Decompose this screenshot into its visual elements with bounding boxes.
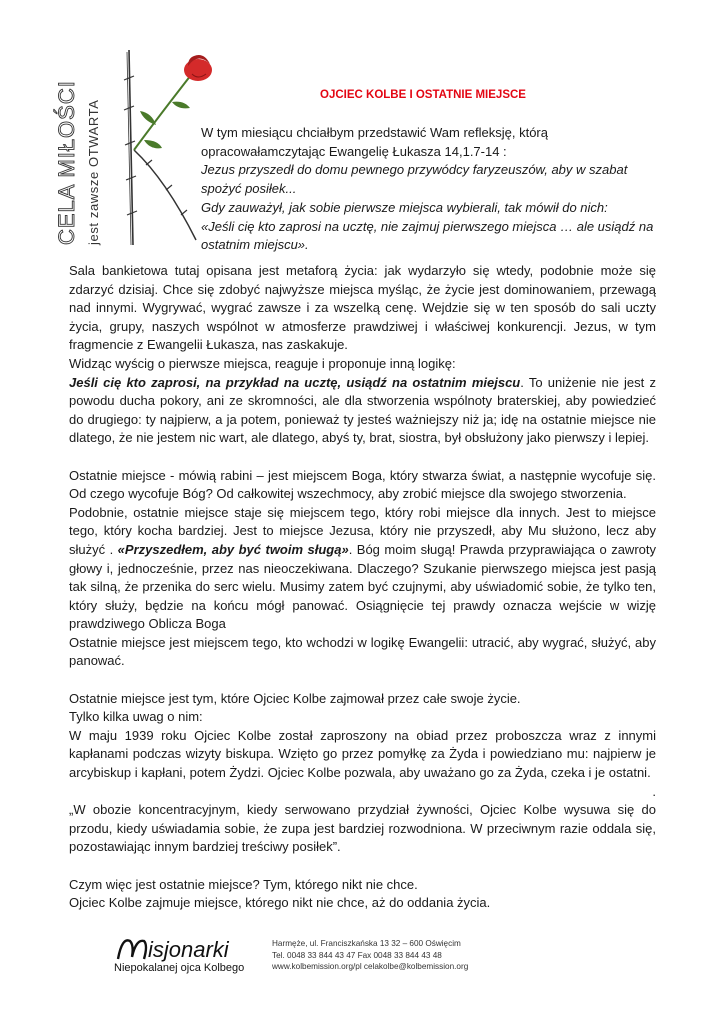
paragraph: Widząc wyścig o pierwsze miejsca, reaguje i proponuje inną logikę: (69, 355, 456, 371)
paragraph: W maju 1939 roku Ojciec Kolbe został zaproszony na obiad przez proboszcza wraz z innymi kapłanami podczas wizyty biskupa. Wzięto go przez pomyłkę za Żyda i powiedziano mu: najpierw je arcybiskup i kapłani, potem Żydzi. Ojciec Kolbe pozwala, aby uważano go za Żyda, czeka i je ostatni. (69, 727, 656, 781)
paragraph: Sala bankietowa tutaj opisana jest metaforą życia: jak wydarzyło się wtedy, podobnie może się zdarzyć dzisiaj. Chce się zdobyć najwyższe miejsca myśląc, że życie jest dominowaniem, przewagą nad innymi. Wygrywać, wygrać zawsze i za wszelką cenę. Wejdzie się w ten sposób do sali uczty życia, grupy, naszych wspólnot w atmosferze prawdziwej i właściwej konkurencji. Jezus, w tym fragmencie z Ewangelii Łukasza, nas zaskakuje. (69, 263, 656, 353)
intro-block (201, 124, 671, 255)
logo-lettering-cela: CELA MIŁOŚCI (54, 80, 79, 245)
intro-quote-line: spożyć posiłek... (201, 181, 297, 197)
page-title: OJCIEC KOLBE I OSTATNIE MIEJSCE (320, 89, 526, 101)
brand-subtitle: Niepokalanej ojca Kolbego (114, 962, 245, 974)
paragraph: Ostatnie miejsce - mówią rabini – jest miejscem Boga, który stwarza świat, a następnie wycofuje się. Od czego wycofuje Bóg? Od całkowitej wszechmocy, aby zrobić miejsce dla swojego stworzenia. (69, 467, 656, 502)
paragraph: Czym więc jest ostatnie miejsce? Tym, którego nikt nie chce. (69, 876, 418, 892)
paragraph-text: . To uniżenie nie jest z powodu ducha pokory, ani ze skromności, ale dla stworzenia wspólnoty braterskiej, aby powiedzieć do drugiego: ty najpierw, a ja potem, ponieważ ty jesteś ważniejszy niż ja; idę na ostatnie miejsce nie dlatego, że nie jestem nic wart, ale dlatego, abyś ty, brat, siostra, był obsłużony jako pierwszy i lepiej. (69, 374, 656, 446)
paragraph-text: . Bóg moim sługą! Prawda przyprawiająca o zawroty głowy i, jednocześnie, przez nas nieoczekiwana. Dlaczego? Szukanie pierwszego miejsca jest pasją tak silną, że przenika do serc wielu. Musimy zatem być czujnymi, aby uświadomić sobie, że tylko ten, który służy, będzie na końcu mógł panować. Osiągnięcie tej prawdy oznacza wejście w wizję prawdziwego Oblicza Boga (69, 541, 656, 632)
brand-name: isjonarki (148, 937, 229, 962)
intro-quote-line: ostatnim miejscu». (201, 237, 309, 253)
paragraph: Ostatnie miejsce jest tym, które Ojciec Kolbe zajmował przez całe swoje życie. (69, 690, 521, 706)
emphasis: Jeśli cię kto zaprosi, na przykład na ucztę, usiądź na ostatnim miejscu (69, 374, 521, 390)
paragraph (69, 374, 656, 448)
paragraph-dot: . (652, 783, 656, 799)
article-body (69, 262, 656, 913)
intro-quote-line: Jezus przyszedł do domu pewnego przywódcy faryzeuszów, aby w szabat (201, 162, 628, 178)
paragraph-text: Podobnie, ostatnie miejsce staje się miejscem tego, który robi miejsce dla innych. Jest to miejsce tego, który kocha bardziej. Jest to miejsce Jezusa, który nie przyszedł, aby Mu służono, lecz aby służyć . (69, 504, 656, 557)
intro-line: W tym miesiącu chciałbym przedstawić Wam refleksję, którą (201, 125, 548, 140)
contact-info (272, 938, 468, 973)
web-email: www.kolbemission.org/pl celakolbe@kolbemission.org (272, 962, 469, 971)
intro-line: opracowałamczytając Ewangelię Łukasza 14,1.7-14 : (201, 143, 507, 159)
paragraph: Tylko kilka uwag o nim: (69, 709, 203, 725)
intro-quote-line: Gdy zauważył, jak sobie pierwsze miejsca wybierali, tak mówił do nich: (201, 199, 608, 215)
paragraph: Ojciec Kolbe zajmuje miejsce, którego nikt nie chce, aż do oddania życia. (69, 895, 491, 911)
paragraph (69, 504, 656, 634)
address: Harmęże, ul. Franciszkańska 13 32 – 600 Oświęcim (272, 939, 461, 948)
phone: Tel. 0048 33 844 43 47 Fax 0048 33 844 43 48 (272, 950, 442, 960)
footer (100, 933, 660, 983)
logo-lettering-otwarta: jest zawsze OTWARTA (86, 99, 101, 245)
paragraph: „W obozie koncentracyjnym, kiedy serwowano przydział żywności, Ojciec Kolbe wysuwa się do przodu, kiedy uświadamia sobie, że zupa jest bardziej rozwodniona. W przeciwnym razie oddala się, pozostawiając innym bardziej treściwy posiłek”. (69, 802, 656, 855)
emphasis: «Przyszedłem, aby być twoim sługą» (117, 541, 349, 557)
intro-quote-line: «Jeśli cię kto zaprosi na ucztę, nie zajmuj pierwszego miejsca … ale usiądź na (201, 218, 654, 234)
paragraph: Ostatnie miejsce jest miejscem tego, kto wchodzi w logikę Ewangelii: utracić, aby wygrać, służyć, aby panować. (69, 634, 656, 669)
